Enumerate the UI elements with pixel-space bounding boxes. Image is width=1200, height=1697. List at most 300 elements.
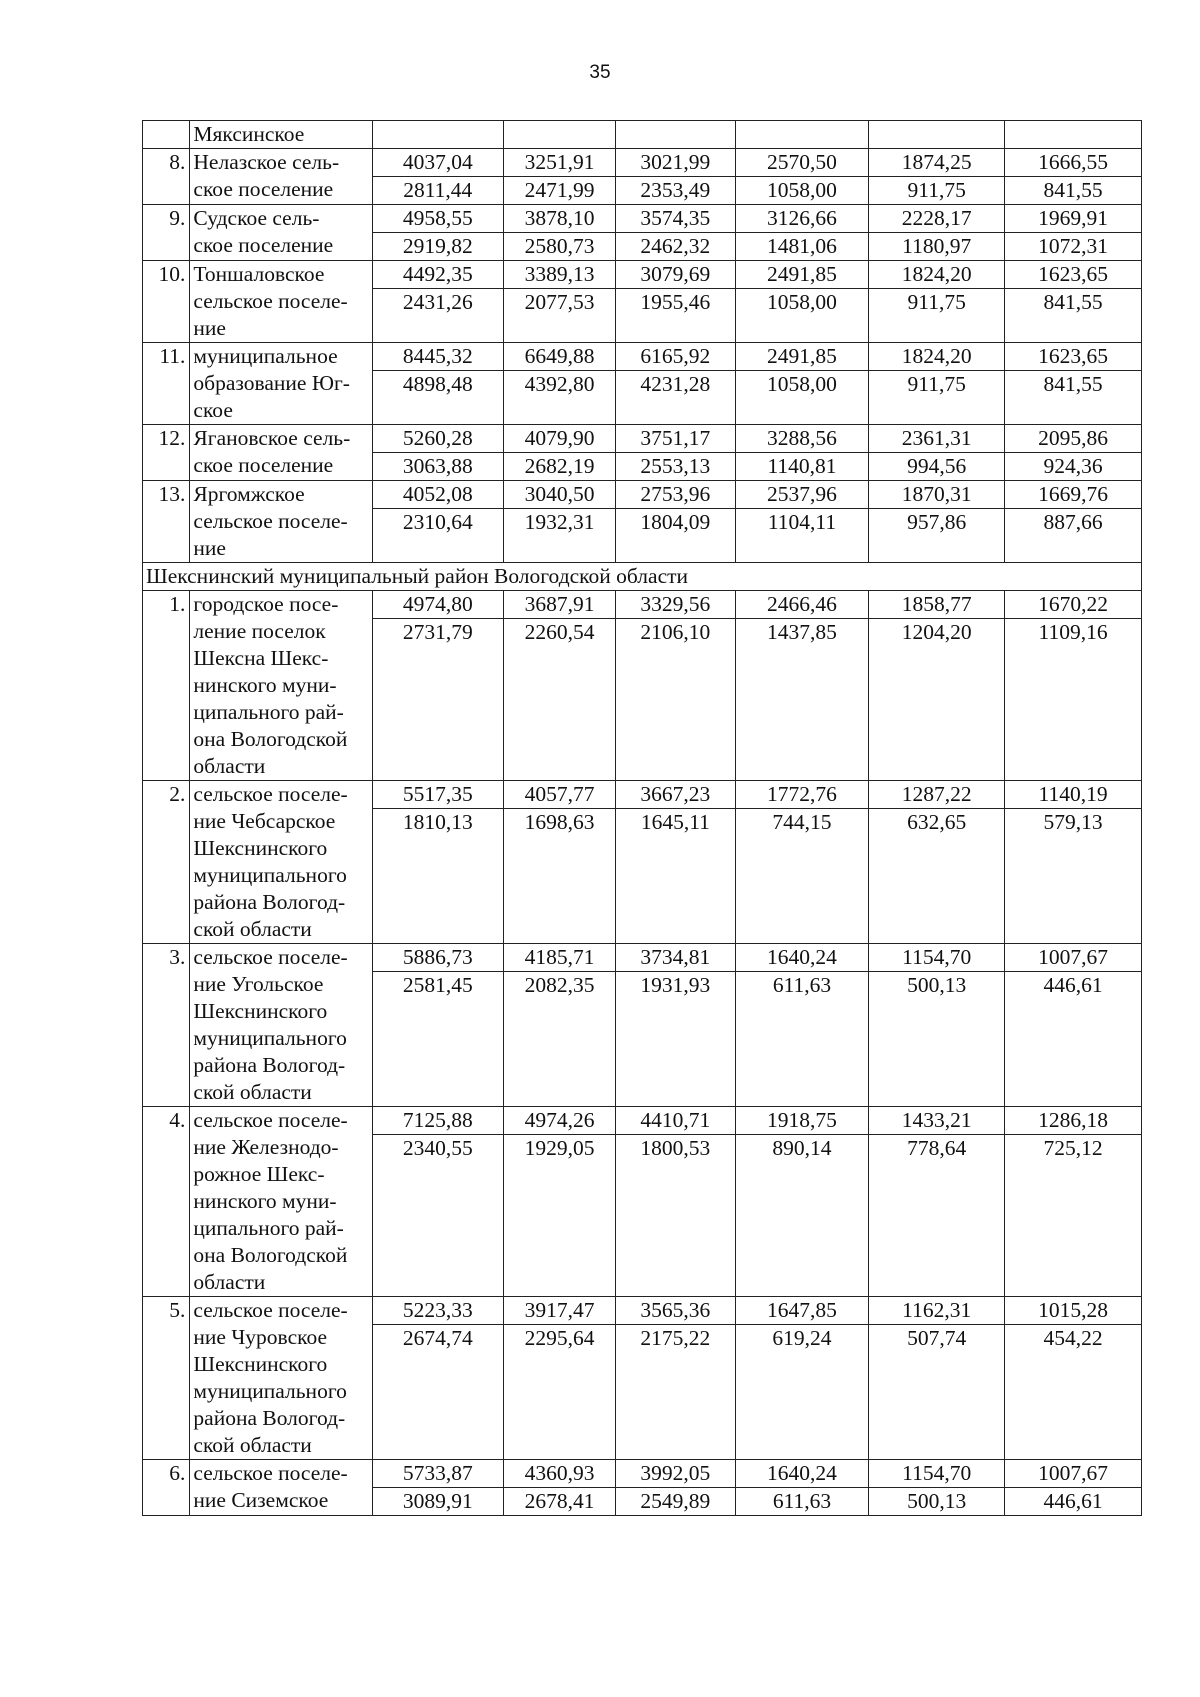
value-bottom: 4898,48 [372,370,503,398]
value-cell [504,343,616,425]
table-row [143,343,1142,425]
settlement-name-line: сельское поселе- [193,945,348,969]
value-cell [1005,1107,1142,1297]
value-top: 4185,71 [524,945,595,969]
value-top: 1287,22 [901,782,972,806]
settlement-name-line: ние [193,316,226,340]
value-top: 3040,50 [524,482,595,506]
value-cell [616,1460,736,1516]
value-top: 3992,05 [640,1461,711,1485]
settlement-name-line: нинского муни- [193,1189,337,1213]
value-cell [869,121,1005,149]
value-top: 2570,50 [767,150,837,174]
table-row [143,425,1142,481]
value-cell [1005,481,1142,563]
value-cell [869,481,1005,563]
value-bottom: 611,63 [735,971,869,999]
settlement-name [190,205,372,261]
settlement-name [190,944,372,1107]
value-top: 3565,36 [640,1298,711,1322]
value-top: 1140,19 [1038,782,1108,806]
value-bottom: 2106,10 [616,618,736,646]
value-cell [735,481,869,563]
value-bottom: 2682,19 [504,452,616,480]
value-bottom: 1800,53 [616,1134,736,1162]
settlement-name-line: ние Чебсарское [193,809,336,833]
value-cell [504,781,616,944]
value-cell [735,1460,869,1516]
value-top: 2537,96 [767,482,837,506]
settlement-name [190,343,372,425]
value-cell [735,261,869,343]
value-top: 6165,92 [640,344,711,368]
value-top [739,121,866,148]
value-top [619,121,732,148]
table-row [143,121,1142,149]
value-top: 3021,99 [640,150,711,174]
value-bottom: 2353,49 [616,176,736,204]
settlement-name-line: области [193,1270,266,1294]
value-top: 8445,32 [402,344,473,368]
value-top: 7125,88 [402,1108,473,1132]
value-top: 1772,76 [767,782,837,806]
value-bottom: 841,55 [1005,176,1142,204]
value-cell [869,261,1005,343]
value-top: 1162,31 [902,1298,972,1322]
settlement-name [190,481,372,563]
table-row [143,591,1142,781]
value-cell [1005,149,1142,205]
value-cell [616,481,736,563]
row-number: 6. [143,1460,190,1516]
settlement-name [190,781,372,944]
value-cell [372,261,503,343]
value-top: 5517,35 [402,782,473,806]
table-row [143,481,1142,563]
value-top: 4410,71 [640,1108,711,1132]
value-bottom: 3063,88 [372,452,503,480]
settlement-name-line: образование Юг- [193,371,350,395]
value-cell [504,591,616,781]
value-bottom: 1140,81 [735,452,869,480]
value-bottom: 446,61 [1005,1487,1142,1515]
value-cell [1005,1297,1142,1460]
value-bottom: 1109,16 [1005,618,1142,646]
tariff-table [142,120,1142,1516]
value-top: 1969,91 [1038,206,1108,230]
row-number: 2. [143,781,190,944]
settlement-name-line: нинского муни- [193,673,337,697]
value-cell [372,205,503,261]
value-bottom: 2175,22 [616,1324,736,1352]
value-bottom: 611,63 [735,1487,869,1515]
settlement-name-line: района Вологод- [193,1406,346,1430]
value-cell [616,121,736,149]
settlement-name-line: сельское поселе- [193,1461,348,1485]
value-cell [616,781,736,944]
value-bottom: 1931,93 [616,971,736,999]
value-cell [372,1107,503,1297]
row-number: 4. [143,1107,190,1297]
value-top: 3687,91 [524,592,595,616]
row-number: 10. [143,261,190,343]
value-top: 3079,69 [640,262,711,286]
settlement-name [190,1297,372,1460]
row-number: 11. [143,343,190,425]
value-cell [735,1297,869,1460]
value-cell [616,149,736,205]
value-top: 4974,26 [524,1108,595,1132]
value-cell [1005,343,1142,425]
value-top: 1669,76 [1038,482,1108,506]
value-cell [504,1460,616,1516]
settlement-name [190,121,372,149]
row-number [143,121,190,149]
value-cell [1005,591,1142,781]
settlement-name-line: она Вологодской [193,1243,348,1267]
value-top: 2491,85 [767,344,837,368]
value-cell [735,343,869,425]
row-number: 1. [143,591,190,781]
table-row [143,1460,1142,1516]
value-top: 4974,80 [402,592,473,616]
value-bottom: 4231,28 [616,370,736,398]
value-bottom: 725,12 [1005,1134,1142,1162]
table-row [143,205,1142,261]
value-top [507,121,612,148]
settlement-name-line: муниципального [193,863,347,887]
settlement-name-line: сельское поселе- [193,782,348,806]
value-top: 5733,87 [402,1461,473,1485]
table-row [143,149,1142,205]
value-bottom: 500,13 [869,1487,1005,1515]
value-top: 1824,20 [901,344,972,368]
settlement-name-line: муниципального [193,1026,347,1050]
settlement-name-line: ние Сиземское [193,1488,329,1512]
settlement-name-line: муниципальное [193,344,338,368]
row-number: 3. [143,944,190,1107]
settlement-name-line: ципального рай- [193,700,344,724]
value-top: 6649,88 [524,344,595,368]
value-top: 1824,20 [901,262,972,286]
table-body [143,121,1142,1516]
value-bottom: 778,64 [869,1134,1005,1162]
value-bottom: 2310,64 [372,508,503,536]
value-bottom: 500,13 [869,971,1005,999]
settlement-name-line: ской области [193,917,312,941]
value-top: 2753,96 [640,482,711,506]
value-bottom: 1180,97 [869,232,1005,260]
value-top: 4052,08 [402,482,473,506]
value-cell [504,425,616,481]
value-cell [616,425,736,481]
value-top: 4492,35 [402,262,473,286]
section-title: Шекснинский муниципальный район Вологодской области [143,563,1142,591]
settlement-name-line: Мяксинское [193,122,305,146]
value-top: 2095,86 [1038,426,1108,450]
value-top: 4958,55 [402,206,473,230]
value-bottom: 1481,06 [735,232,869,260]
value-top: 2466,46 [767,592,837,616]
value-cell [735,781,869,944]
value-bottom: 2340,55 [372,1134,503,1162]
value-bottom: 619,24 [735,1324,869,1352]
settlement-name-line: сельское поселе- [193,1108,348,1132]
value-top: 1666,55 [1038,150,1108,174]
value-cell [1005,261,1142,343]
settlement-name-line: ципального рай- [193,1216,344,1240]
value-bottom: 2082,35 [504,971,616,999]
value-top: 3917,47 [524,1298,595,1322]
value-bottom: 1645,11 [616,808,736,836]
value-cell [616,343,736,425]
value-bottom: 994,56 [869,452,1005,480]
settlement-name-line: городское посе- [193,592,339,616]
value-bottom: 2549,89 [616,1487,736,1515]
value-bottom: 1932,31 [504,508,616,536]
value-bottom: 1810,13 [372,808,503,836]
value-top: 3288,56 [767,426,837,450]
value-cell [372,343,503,425]
settlement-name-line: района Вологод- [193,890,346,914]
value-cell [869,425,1005,481]
value-bottom: 744,15 [735,808,869,836]
settlement-name [190,1460,372,1516]
value-bottom: 454,22 [1005,1324,1142,1352]
settlement-name-line: рожное Шекс- [193,1162,325,1186]
value-cell [869,1297,1005,1460]
value-top: 1154,70 [902,945,972,969]
value-cell [1005,425,1142,481]
settlement-name [190,1107,372,1297]
value-bottom: 924,36 [1005,452,1142,480]
value-cell [869,944,1005,1107]
value-top: 3751,17 [640,426,711,450]
value-bottom: 3089,91 [372,1487,503,1515]
value-top: 4057,77 [524,782,595,806]
settlement-name-line: ское [193,398,233,422]
value-bottom: 2295,64 [504,1324,616,1352]
value-top: 1918,75 [767,1108,837,1132]
value-cell [616,944,736,1107]
value-cell [372,944,503,1107]
value-top: 5260,28 [402,426,473,450]
settlement-name-line: ской области [193,1080,312,1104]
page-number: 35 [589,62,611,83]
table-row [143,1107,1142,1297]
value-top: 4360,93 [524,1461,595,1485]
value-bottom: 4392,80 [504,370,616,398]
settlement-name-line: Шекснинского [193,836,328,860]
value-top: 1623,65 [1038,344,1108,368]
value-top: 1154,70 [902,1461,972,1485]
value-top: 1007,67 [1038,1461,1108,1485]
value-cell [372,149,503,205]
value-bottom: 887,66 [1005,508,1142,536]
value-bottom: 841,55 [1005,370,1142,398]
value-top: 2491,85 [767,262,837,286]
value-bottom: 1072,31 [1005,232,1142,260]
value-bottom: 911,75 [869,370,1005,398]
value-cell [616,205,736,261]
value-bottom: 2553,13 [616,452,736,480]
value-cell [1005,121,1142,149]
value-cell [869,149,1005,205]
value-top: 1640,24 [767,1461,837,1485]
table-row [143,261,1142,343]
value-cell [869,343,1005,425]
table-row [143,1297,1142,1460]
value-top: 1670,22 [1038,592,1108,616]
settlement-name-line: Нелазское сель- [193,150,340,174]
row-number: 8. [143,149,190,205]
settlement-name-line: района Вологод- [193,1053,346,1077]
value-top: 3734,81 [640,945,711,969]
value-cell [869,205,1005,261]
settlement-name-line: ние Угольское [193,972,324,996]
value-bottom: 507,74 [869,1324,1005,1352]
value-top: 1286,18 [1038,1108,1108,1132]
table-row [143,944,1142,1107]
value-bottom: 2731,79 [372,618,503,646]
value-cell [372,425,503,481]
value-bottom: 841,55 [1005,288,1142,316]
settlement-name-line: Шексна Шекс- [193,646,329,670]
value-bottom: 2581,45 [372,971,503,999]
value-cell [504,205,616,261]
value-cell [504,944,616,1107]
value-bottom: 911,75 [869,288,1005,316]
row-number: 5. [143,1297,190,1460]
row-number: 13. [143,481,190,563]
value-bottom: 2431,26 [372,288,503,316]
value-top: 3126,66 [767,206,837,230]
value-cell [735,425,869,481]
value-top: 3251,91 [524,150,595,174]
value-top: 1015,28 [1038,1298,1108,1322]
value-cell [869,1107,1005,1297]
value-top: 1007,67 [1038,945,1108,969]
section-row [143,563,1142,591]
value-bottom: 446,61 [1005,971,1142,999]
settlement-name-line: ление поселок [193,619,326,643]
settlement-name-line: ской области [193,1433,312,1457]
settlement-name-line: сельское поселе- [193,289,348,313]
settlement-name [190,261,372,343]
settlement-name-line: ние [193,536,226,560]
value-bottom: 1929,05 [504,1134,616,1162]
row-number: 9. [143,205,190,261]
value-bottom: 2471,99 [504,176,616,204]
value-bottom: 2077,53 [504,288,616,316]
value-top: 3574,35 [640,206,711,230]
value-cell [372,591,503,781]
value-top: 4037,04 [402,150,473,174]
value-bottom: 1698,63 [504,808,616,836]
value-bottom: 2260,54 [504,618,616,646]
settlement-name [190,425,372,481]
value-top: 3667,23 [640,782,711,806]
value-top [376,121,500,148]
row-number: 12. [143,425,190,481]
value-cell [504,261,616,343]
value-top: 1623,65 [1038,262,1108,286]
value-cell [735,591,869,781]
value-cell [372,121,503,149]
value-top [1008,121,1138,148]
settlement-name-line: муниципального [193,1379,347,1403]
value-bottom: 911,75 [869,176,1005,204]
value-bottom: 2919,82 [372,232,503,260]
settlement-name-line: ское поселение [193,233,334,257]
value-bottom: 2811,44 [372,176,503,204]
value-top: 1874,25 [901,150,972,174]
value-cell [504,121,616,149]
settlement-name-line: ское поселение [193,453,334,477]
value-cell [372,481,503,563]
value-cell [504,149,616,205]
settlement-name-line: сельское поселе- [193,509,348,533]
value-cell [735,944,869,1107]
settlement-name-line: Шекснинского [193,999,328,1023]
value-bottom: 1804,09 [616,508,736,536]
value-cell [869,1460,1005,1516]
value-top: 2228,17 [901,206,972,230]
value-cell [616,1107,736,1297]
value-cell [372,1297,503,1460]
value-bottom: 1204,20 [869,618,1005,646]
value-cell [1005,1460,1142,1516]
table-row [143,781,1142,944]
settlement-name-line: Ягановское сель- [193,426,351,450]
value-cell [1005,205,1142,261]
value-bottom: 1104,11 [735,508,869,536]
value-top: 1433,21 [901,1108,972,1132]
value-cell [372,781,503,944]
value-bottom: 890,14 [735,1134,869,1162]
settlement-name-line: Шекснинского [193,1352,328,1376]
value-cell [616,261,736,343]
value-top: 5886,73 [402,945,473,969]
value-bottom: 2674,74 [372,1324,503,1352]
settlement-name-line: сельское поселе- [193,1298,348,1322]
settlement-name-line: ние Железнодо- [193,1135,339,1159]
value-bottom: 579,13 [1005,808,1142,836]
value-cell [504,481,616,563]
value-bottom: 632,65 [869,808,1005,836]
value-top: 4079,90 [524,426,595,450]
value-bottom: 1437,85 [735,618,869,646]
value-bottom: 957,86 [869,508,1005,536]
value-top: 2361,31 [901,426,972,450]
value-top: 5223,33 [402,1298,473,1322]
settlement-name-line: области [193,754,266,778]
value-bottom: 2462,32 [616,232,736,260]
value-cell [1005,781,1142,944]
settlement-name [190,149,372,205]
value-top: 1640,24 [767,945,837,969]
value-top: 1647,85 [767,1298,837,1322]
settlement-name-line: ское поселение [193,177,334,201]
value-bottom: 1058,00 [735,288,869,316]
settlement-name-line: Яргомжское [193,482,305,506]
value-bottom: 1955,46 [616,288,736,316]
value-cell [504,1297,616,1460]
value-cell [735,205,869,261]
value-top: 3878,10 [524,206,595,230]
value-top: 3389,13 [524,262,595,286]
value-cell [616,591,736,781]
